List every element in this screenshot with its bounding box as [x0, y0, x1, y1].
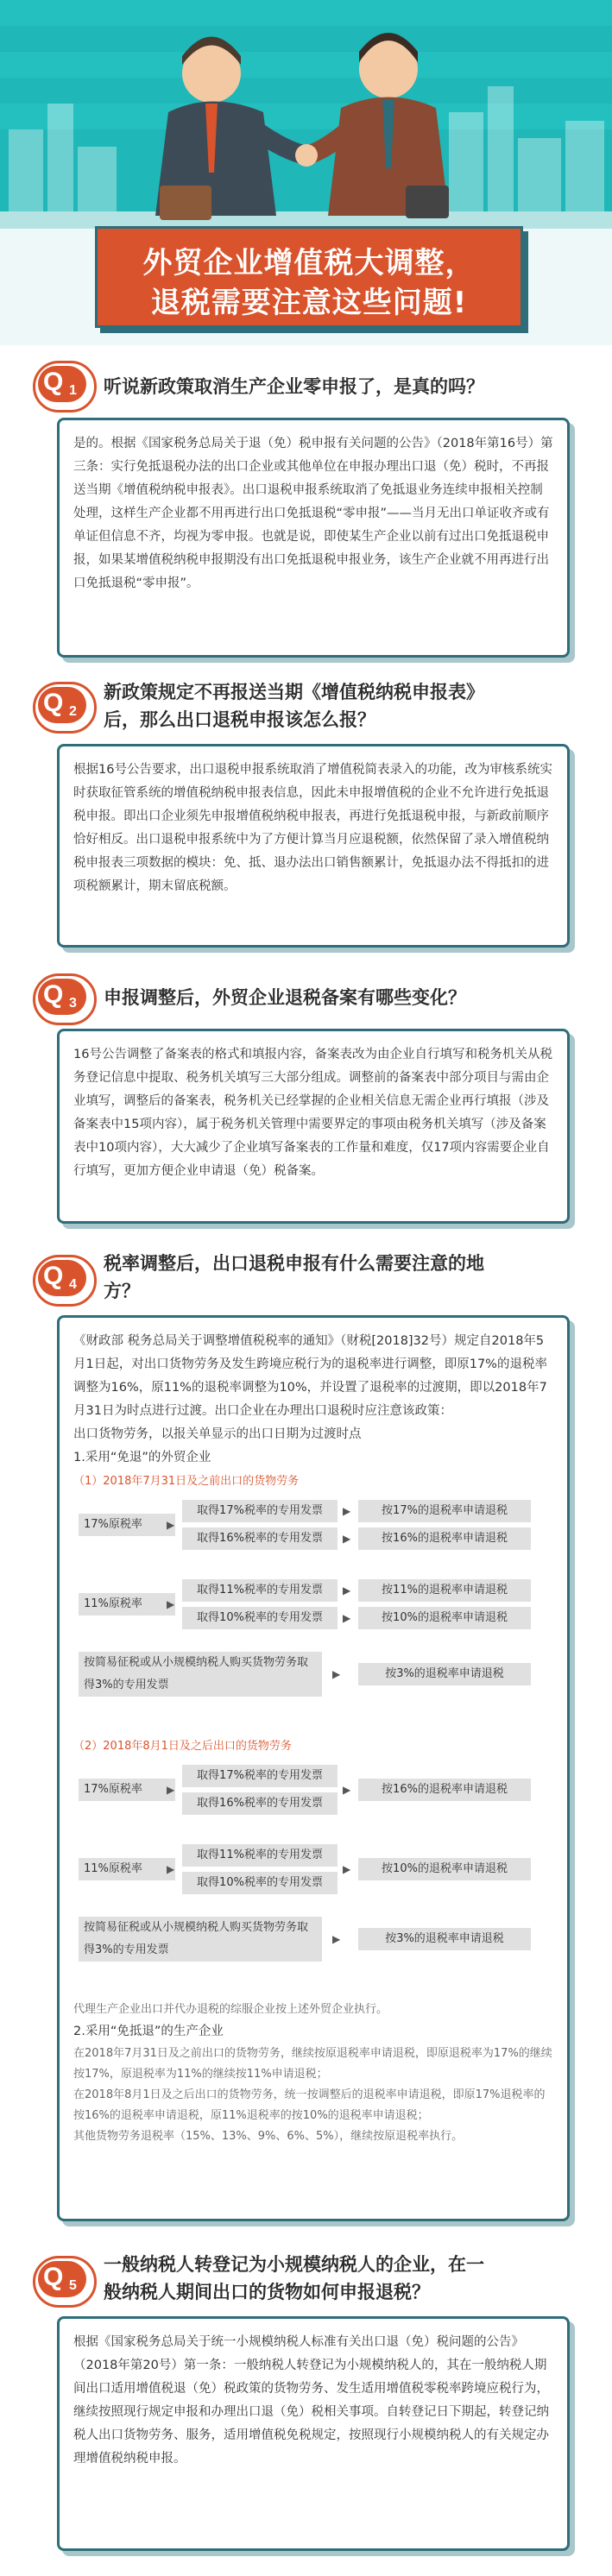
section-q3	[0, 967, 612, 1234]
flow-after-aug: 17%原税率 取得17%税率的专用发票 取得16%税率的专用发票 按16%的退税率申请退税 ▶ ▶ 11%原税率 取得11%税率的专用发票 取得10%税率的专用发票 按10%的退税率申请退税 ▶ ▶ 按简易征税或从小规模纳税人购买货物劳务取得3%的专用发票 按3%的退税率申请退税 ▶	[73, 1761, 557, 1994]
flow2-label-11: 11%原税率	[79, 1858, 175, 1880]
q2-answer: 根据16号公告要求，出口退税申报系统取消了增值税简表录入的功能，改为审核系统实时获取征管系统的增值税纳税申报表信息，因此未申报增值税的企业不允许进行免抵退税申报。即出口企业须先申报增值税纳税申报表，再进行免抵退税申报，与新政前顺序恰好相反。出口退税申报系统中为了方便计算当月应退税额，依然保留了录入增值税纳税申报表三项数据的模块：免、抵、退办法出口销售额累计，免抵退办法不得抵扣的进项税额累计，期末留底税额。	[73, 763, 552, 893]
q2-title: 新政策规定不再报送当期《增值税纳税申报表》 后，那么出口退税申报该怎么报？	[104, 682, 484, 730]
flow2-r16: 按16%的退税率申请退税	[358, 1779, 531, 1801]
flow1-r17: 按17%的退税率申请退税	[358, 1500, 531, 1522]
flow2-fp17: 取得17%税率的专用发票	[182, 1765, 338, 1787]
q1-answer: 是的。根据《国家税务总局关于退（免）税申报有关问题的公告》（2018年第16号）第三条：实行免抵退税办法的出口企业或其他单位在申报办理出口退（免）税时，不再报送当期《增值税纳税申报表》。出口退税申报系统取消了免抵退业务连续申报相关控制处理，这样生产企业都不用再进行出口免抵退税“零申报”——当月无出口单证收齐或有单证但信息不齐，均视为零申报。也就是说，即使某生产企业以前有过出口免抵退税申报，如果某增值税纳税申报期没有出口免抵退税申报业务，该生产企业就不用再进行出口免抵退税“零申报”。	[73, 437, 553, 590]
q2-badge: Q 2	[33, 682, 97, 739]
q3-answer-card	[57, 1029, 570, 1224]
q1-badge: Q 1	[33, 361, 97, 418]
q5-answer-card	[57, 2316, 570, 2551]
q4-period1: （1）2018年7月31日及之前出口的货物劳务	[73, 1475, 300, 1488]
hero-banner	[0, 0, 612, 345]
flow1-fp10: 取得10%税率的专用发票	[182, 1607, 338, 1629]
q4-sub1: 1.采用“免退”的外贸企业	[73, 1451, 211, 1464]
q4-note-a: 在2018年7月31日及之前出口的货物劳务，继续按原退税率申请退税，即原退税率为17%的继续按17%，原退税率为11%的继续按11%申请退税；	[73, 2047, 552, 2081]
section-q4	[0, 1243, 612, 2226]
headline-line-2: 退税需要注意这些问题!	[150, 286, 468, 320]
q4-title: 税率调整后，出口退税申报有什么需要注意的地 方？	[104, 1253, 484, 1301]
flow1-fp17: 取得17%税率的专用发票	[182, 1500, 338, 1522]
flow2-fp16: 取得16%税率的专用发票	[182, 1792, 338, 1815]
q3-badge: Q 3	[33, 973, 97, 1030]
q3-title: 申报调整后，外贸企业退税备案有哪些变化？	[104, 987, 466, 1008]
q4-badge: Q 4	[33, 1255, 97, 1312]
q3-answer: 16号公告调整了备案表的格式和填报内容，备案表改为由企业自行填写和税务机关从税务登记信息中提取、税务机关填写三大部分组成。调整前的备案表中部分项目与需由企业填写，调整后的备案表，税务机关已经掌握的企业相关信息无需企业再行填报（涉及备案表中15项内容），属于税务机关管理中需要界定的事项由税务机关填写（涉及备案表中10项内容），大大减少了企业填写备案表的工作量和难度，仅17项内容需要企业自行填写，更加方便企业申请退（免）税备案。	[73, 1048, 552, 1178]
flow1-r16a: 按16%的退税率申请退税	[358, 1527, 531, 1550]
flow2-r3: 按3%的退税率申请退税	[358, 1928, 531, 1950]
flow1-label-17: 17%原税率	[79, 1514, 175, 1536]
q5-badge: Q 5	[33, 2256, 97, 2313]
q5-title: 一般纳税人转登记为小规模纳税人的企业，在一 般纳税人期间出口的货物如何申报退税？	[104, 2254, 484, 2302]
section-q5	[0, 2244, 612, 2576]
flow1-fp16: 取得16%税率的专用发票	[182, 1527, 338, 1550]
flow1-label-11: 11%原税率	[79, 1593, 175, 1616]
flow1-label-small: 按简易征税或从小规模纳税人购买货物劳务取得3%的专用发票	[79, 1652, 322, 1697]
q4-note-c: 其他货物劳务退税率（15%、13%、9%、6%、5%），继续按原退税率执行。	[73, 2130, 464, 2143]
q4-answer-card	[57, 1315, 570, 2221]
flow1-r10a: 按10%的退税率申请退税	[358, 1607, 531, 1629]
q4-note-b: 在2018年8月1日及之后出口的货物劳务，统一按调整后的退税率申请退税，即原17%退税率的按16%的退税率申请退税，原11%退税率的按10%的退税率申请退税；	[73, 2088, 546, 2122]
flow2-label-17: 17%原税率	[79, 1779, 175, 1801]
flow1-r11: 按11%的退税率申请退税	[358, 1579, 531, 1602]
flow1-fp11: 取得11%税率的专用发票	[182, 1579, 338, 1602]
section-q1	[0, 354, 612, 673]
flow-before-aug: 17%原税率 取得17%税率的专用发票 取得16%税率的专用发票 按17%的退税率申请退税 按16%的退税率申请退税 ▶ ▶ ▶ 11%原税率 取得11%税率的专用发票 取得10%税率的专用发票 按11%的退税率申请退税 按10%的退税率申请退税 ▶ ▶ ▶ 按简易征税或从小规模纳税人购买货物劳务取得3%的专用发票 按3%的退税率申请退税 ▶	[73, 1496, 557, 1729]
flow2-fp10: 取得10%税率的专用发票	[182, 1872, 338, 1894]
q5-answer: 根据《国家税务总局关于统一小规模纳税人标准有关出口退（免）税问题的公告》（2018年第20号）第一条：一般纳税人转登记为小规模纳税人的，其在一般纳税人期间出口适用增值税退（免）税政策的货物劳务、发生适用增值税零税率跨境应税行为，继续按照现行规定申报和办理出口退（免）税相关事项。自转登记日下期起，转登记纳税人出口货物劳务、服务，适用增值税免税规定，按照现行小规模纳税人的有关规定办理增值税纳税申报。	[73, 2335, 549, 2466]
headline-line-1: 外贸企业增值税大调整，	[142, 246, 476, 280]
q4-agent-note: 代理生产企业出口并代办退税的综服企业按上述外贸企业执行。	[73, 2003, 388, 2016]
q4-intro: 《财政部 税务总局关于调整增值税税率的通知》（财税[2018]32号）规定自2018年5月1日起，对出口货物劳务及发生跨境应税行为的退税率进行调整，即原17%的退税率调整为16%，原11%的退税率调整为10%，并设置了退税率的过渡期，即以2018年7月31日为时点进行过渡。出口企业在办理出口退税时应注意该政策：	[73, 1334, 547, 1418]
q4-period2: （2）2018年8月1日及之后出口的货物劳务	[73, 1740, 292, 1753]
flow2-r10: 按10%的退税率申请退税	[358, 1858, 531, 1880]
flow2-label-small: 按简易征税或从小规模纳税人购买货物劳务取得3%的专用发票	[79, 1917, 322, 1962]
q1-answer-card	[57, 418, 570, 658]
q2-answer-card	[57, 744, 570, 948]
section-q2	[0, 673, 612, 958]
q4-goods-line: 出口货物劳务，以报关单显示的出口日期为过渡时点	[73, 1427, 362, 1441]
flow2-fp11: 取得11%税率的专用发票	[182, 1844, 338, 1867]
flow1-r3: 按3%的退税率申请退税	[358, 1663, 531, 1685]
q1-title: 听说新政策取消生产企业零申报了，是真的吗？	[104, 376, 484, 397]
q4-sub2: 2.采用“免抵退”的生产企业	[73, 2025, 224, 2038]
headline-box	[95, 226, 523, 328]
